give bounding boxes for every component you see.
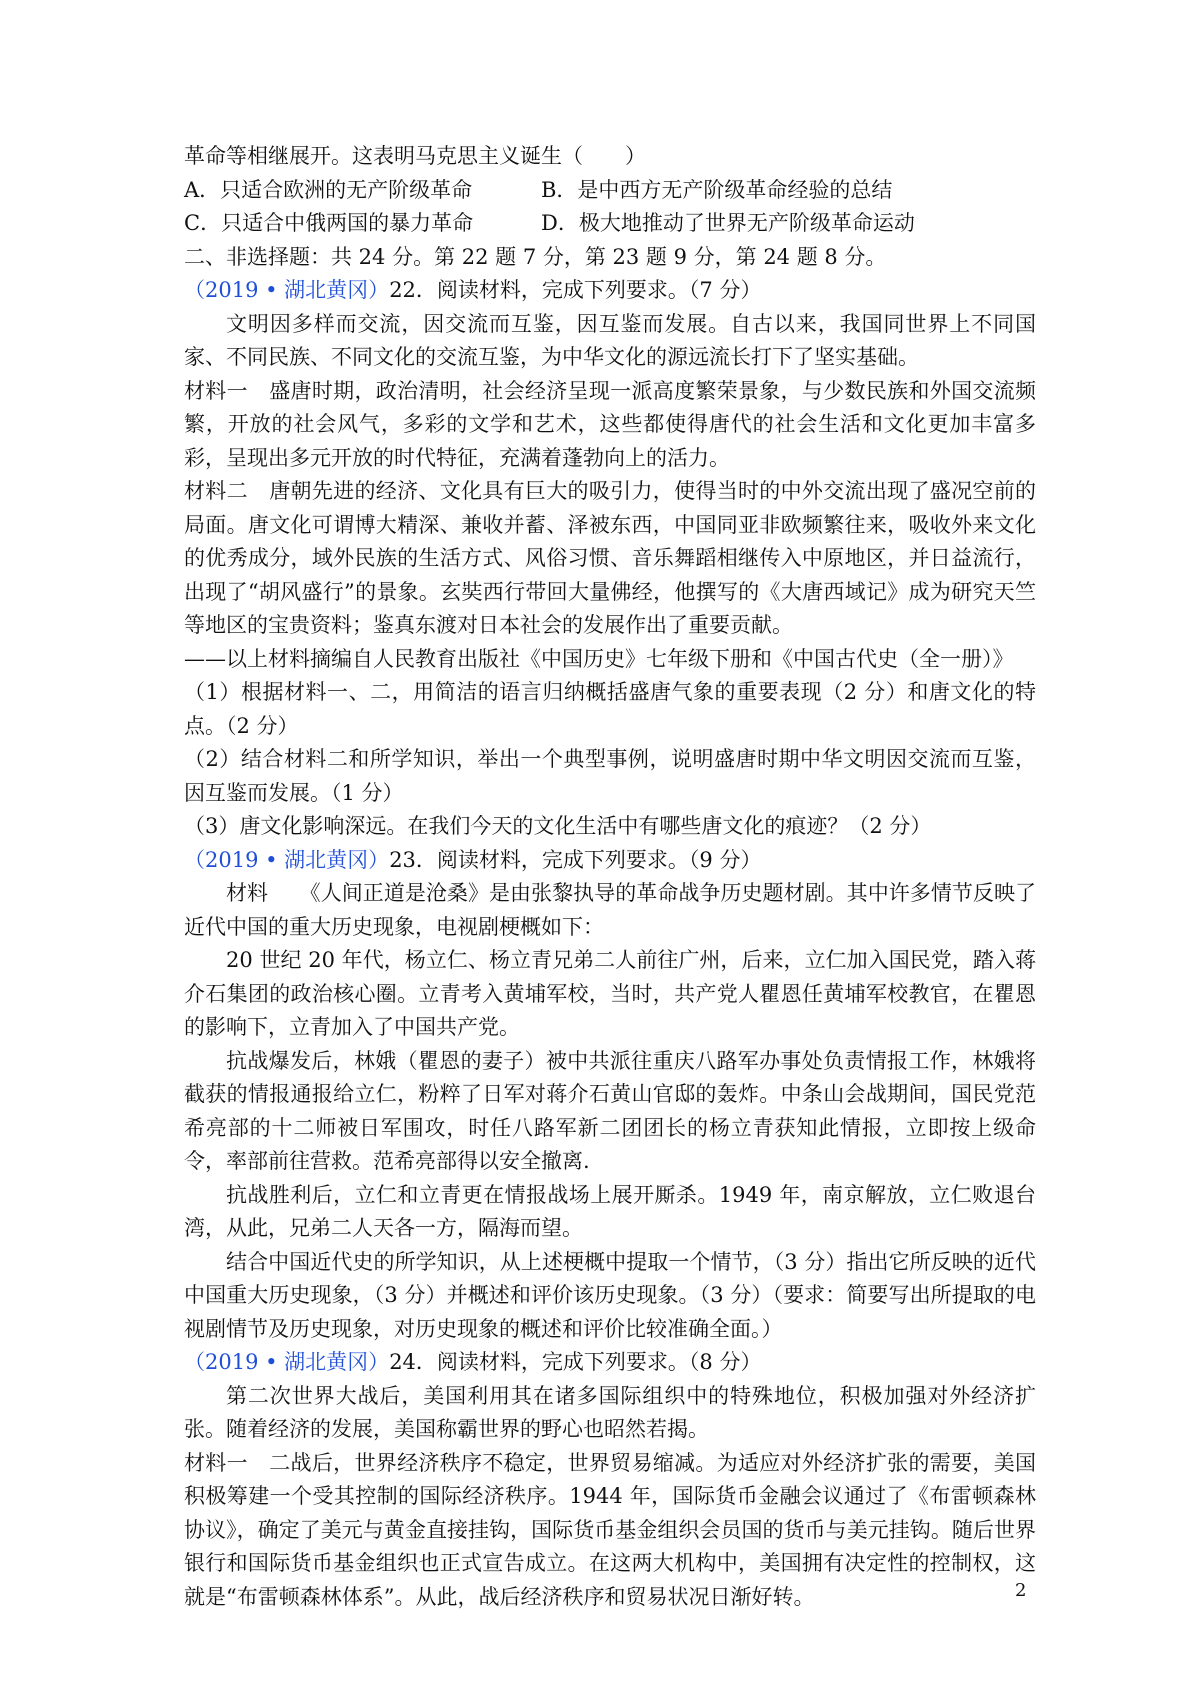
q22-source-tag: （2019 • 湖北黄冈） — [184, 278, 390, 302]
q22-sub3: （3）唐文化影响深远。在我们今天的文化生活中有哪些唐文化的痕迹？（2 分） — [184, 814, 932, 838]
q24-material1: 材料一 二战后，世界经济秩序不稳定，世界贸易缩减。为适应对外经济扩张的需要，美国积极筹建一个受其控制的国际经济秩序。1944 年，国际货币金融会议通过了《布雷顿森林协议》，确定了美元与黄金直接挂钩，国际货币基金组织会员国的货币与美元挂钩。随后世界银行和国际货币基金组织也正式宣告成立。在这两大机构中，美国拥有决定性的控制权，这就是“布雷顿森林体系”。从此，战后经济秩序和贸易状况日渐好转。 — [184, 1450, 1036, 1609]
q22-source: ——以上材料摘编自人民教育出版社《中国历史》七年级下册和《中国古代史（全一册）》 — [184, 646, 1014, 671]
q22-intro: 文明因多样而交流，因交流而互鉴，因互鉴而发展。自古以来，我国同世界上不同国家、不同民族、不同文化的交流互鉴，为中华文化的源远流长打下了坚实基础。 — [184, 311, 1036, 369]
q21-option-a: A．只适合欧洲的无产阶级革命 — [184, 177, 473, 202]
page-number: 2 — [1015, 1580, 1027, 1601]
page-content — [184, 140, 1036, 1614]
q21-option-b: B．是中西方无产阶级革命经验的总结 — [541, 177, 893, 202]
q22-title: 22．阅读材料，完成下列要求。（7 分） — [389, 278, 762, 302]
q21-stem-tail: 革命等相继展开。这表明马克思主义诞生（ ） — [184, 144, 646, 168]
q22-sub1: （1）根据材料一、二，用简洁的语言归纳概括盛唐气象的重要表现（2 分）和唐文化的特点。（2 分） — [184, 680, 1036, 738]
q22-material2: 材料二 唐朝先进的经济、文化具有巨大的吸引力，使得当时的中外交流出现了盛况空前的局面。唐文化可谓博大精深、兼收并蓄、泽被东西，中国同亚非欧频繁往来，吸收外来文化的优秀成分，域外民族的生活方式、风俗习惯、音乐舞蹈相继传入中原地区，并日益流行，出现了“胡风盛行”的景象。玄奘西行带回大量佛经，他撰写的《大唐西域记》成为研究天竺等地区的宝贵资料；鉴真东渡对日本社会的发展作出了重要贡献。 — [184, 479, 1036, 637]
q24-source-tag: （2019 • 湖北黄冈） — [184, 1350, 390, 1374]
q23-paragraph-3: 抗战胜利后，立仁和立青更在情报战场上展开厮杀。1949 年，南京解放，立仁败退台湾，从此，兄弟二人天各一方，隔海而望。 — [184, 1182, 1036, 1240]
q24-intro: 第二次世界大战后，美国利用其在诸多国际组织中的特殊地位，积极加强对外经济扩张。随着经济的发展，美国称霸世界的野心也昭然若揭。 — [184, 1383, 1036, 1441]
q22-material1: 材料一 盛唐时期，政治清明，社会经济呈现一派高度繁荣景象，与少数民族和外国交流频繁，开放的社会风气，多彩的文学和艺术，这些都使得唐代的社会生活和文化更加丰富多彩，呈现出多元开放的时代特征，充满着蓬勃向上的活力。 — [184, 378, 1036, 470]
q23-material: 材料 《人间正道是沧桑》是由张黎执导的革命战争历史题材剧。其中许多情节反映了近代中国的重大历史现象，电视剧梗概如下： — [184, 881, 1036, 939]
q21-option-c: C．只适合中俄两国的暴力革命 — [184, 211, 474, 235]
q23-question: 结合中国近代史的所学知识，从上述梗概中提取一个情节，（3 分）指出它所反映的近代中国重大历史现象，（3 分）并概述和评价该历史现象。（3 分）（要求：简要写出所提取的电视剧情节及历史现象，对历史现象的概述和评价比较准确全面。） — [184, 1249, 1036, 1341]
section2-header: 二、非选择题：共 24 分。第 22 题 7 分，第 23 题 9 分，第 24 题 8 分。 — [184, 244, 887, 269]
q23-source-tag: （2019 • 湖北黄冈） — [184, 847, 390, 872]
q21-options — [184, 174, 1036, 241]
q22-sub2: （2）结合材料二和所学知识，举出一个典型事例，说明盛唐时期中华文明因交流而互鉴，因互鉴而发展。（1 分） — [184, 747, 1036, 805]
q24-title: 24．阅读材料，完成下列要求。（8 分） — [389, 1350, 762, 1374]
q22-heading — [184, 274, 1036, 308]
q21-option-d: D．极大地推动了世界无产阶级革命运动 — [541, 211, 915, 235]
q23-paragraph-1: 20 世纪 20 年代，杨立仁、杨立青兄弟二人前往广州，后来，立仁加入国民党，踏入蒋介石集团的政治核心圈。立青考入黄埔军校，当时，共产党人瞿恩任黄埔军校教官，在瞿恩的影响下，立青加入了中国共产党。 — [184, 948, 1036, 1039]
q24-heading — [184, 1346, 1036, 1380]
q23-heading — [184, 844, 1036, 878]
q23-paragraph-2: 抗战爆发后，林娥（瞿恩的妻子）被中共派往重庆八路军办事处负责情报工作，林娥将截获的情报通报给立仁，粉粹了日军对蒋介石黄山官邸的轰炸。中条山会战期间，国民党范希亮部的十二师被日军围攻，时任八路军新二团团长的杨立青获知此情报，立即按上级命令，率部前往营救。范希亮部得以安全撤离. — [184, 1048, 1036, 1173]
q23-title: 23．阅读材料，完成下列要求。（9 分） — [389, 847, 762, 872]
